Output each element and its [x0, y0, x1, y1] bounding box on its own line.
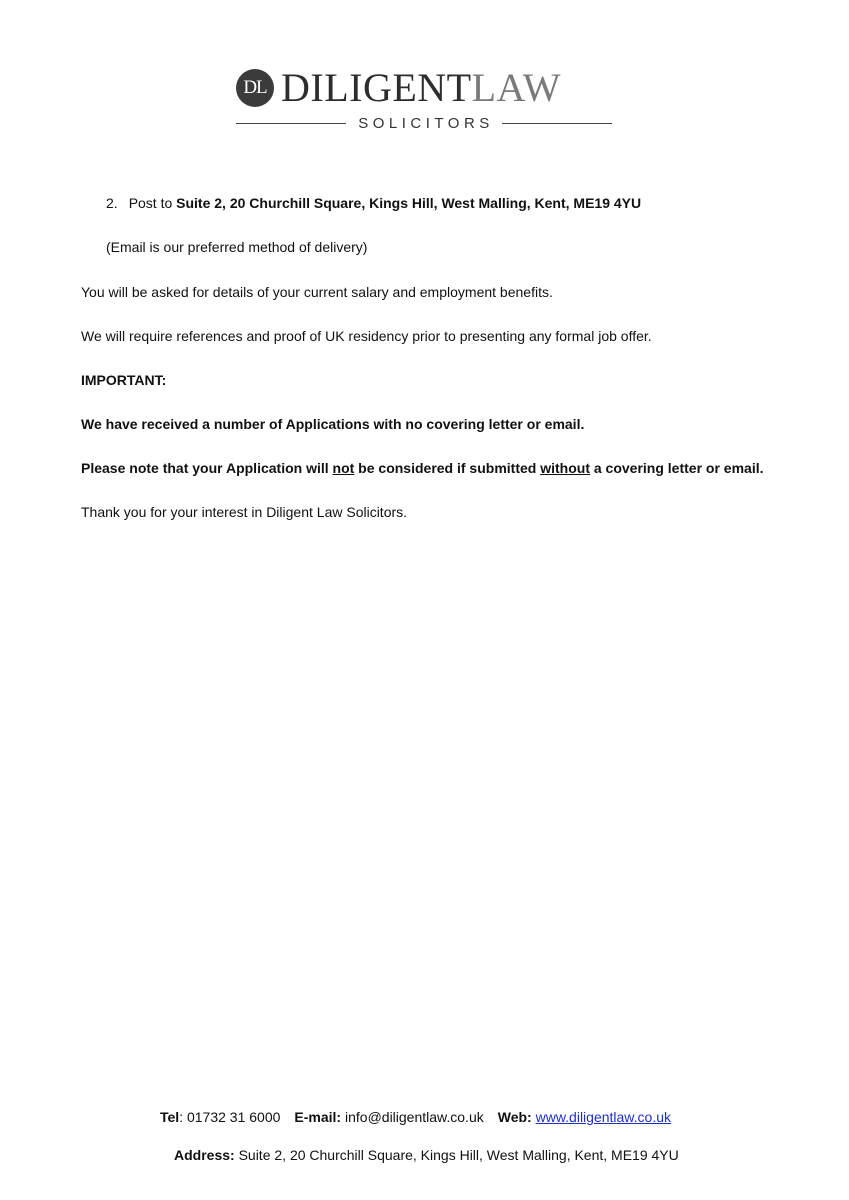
tel-colon: :	[179, 1109, 184, 1125]
tagline-rule-right	[502, 123, 612, 124]
list-number: 2.	[106, 195, 118, 211]
notice-part-1: Please note that your Application will	[81, 460, 333, 476]
monogram-logo-icon: DL	[236, 69, 274, 107]
notice-part-3: a covering letter or email.	[589, 460, 764, 476]
salary-paragraph: You will be asked for details of your current salary and employment benefits.	[81, 284, 553, 300]
list-item-post	[106, 194, 641, 212]
wordmark-law: LAW	[471, 65, 561, 110]
email-value: info@diligentlaw.co.uk	[341, 1109, 484, 1125]
footer-contacts	[160, 1108, 671, 1126]
firm-wordmark	[281, 66, 561, 110]
thanks-paragraph: Thank you for your interest in Diligent Law Solicitors.	[81, 504, 408, 520]
address-label: Address:	[174, 1147, 235, 1163]
important-heading: IMPORTANT:	[81, 372, 167, 388]
tagline-row	[236, 112, 612, 134]
notice-part-2: be considered if submitted	[354, 460, 541, 476]
email-preference-note: (Email is our preferred method of delivery)	[106, 239, 368, 255]
tel-label: Tel	[160, 1109, 180, 1125]
notice-not: not	[332, 460, 355, 476]
received-notice: We have received a number of Applications with no covering letter or email.	[81, 416, 585, 432]
address-value: Suite 2, 20 Churchill Square, Kings Hill, West Malling, Kent, ME19 4YU	[234, 1147, 679, 1163]
references-paragraph: We will require references and proof of UK residency prior to presenting any formal job offer.	[81, 328, 652, 344]
website-link[interactable]: www.diligentlaw.co.uk	[535, 1109, 671, 1125]
covering-letter-notice	[81, 459, 764, 477]
notice-without: without	[540, 460, 590, 476]
firm-logo	[236, 66, 561, 110]
tel-value: 01732 31 6000	[183, 1109, 281, 1125]
list-item-prefix: Post to	[128, 195, 177, 211]
tagline-rule-left	[236, 123, 346, 124]
letterhead	[0, 66, 849, 136]
firm-tagline: SOLICITORS	[358, 114, 494, 132]
post-address: Suite 2, 20 Churchill Square, Kings Hill, West Malling, Kent, ME19 4YU	[176, 195, 642, 211]
wordmark-diligent: DILIGENT	[281, 65, 472, 110]
footer-address	[174, 1146, 679, 1164]
email-label: E-mail:	[294, 1109, 342, 1125]
web-label: Web:	[497, 1109, 532, 1125]
